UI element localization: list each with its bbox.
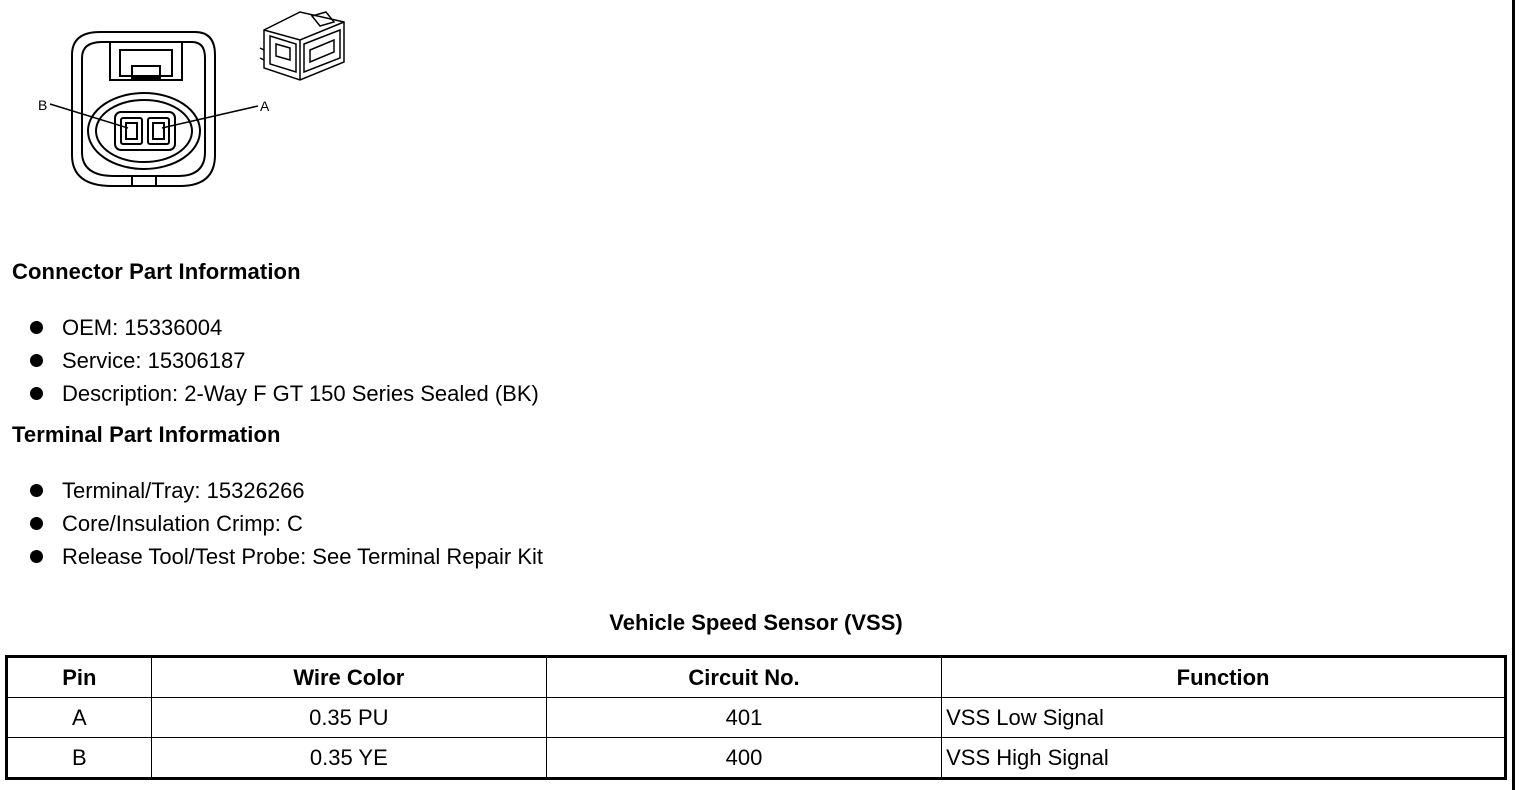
connector-3d-icon xyxy=(260,12,344,80)
list-item: OEM: 15336004 xyxy=(30,311,539,344)
list-item: Release Tool/Test Probe: See Terminal Repair Kit xyxy=(30,540,543,573)
cell-pin: B xyxy=(7,738,152,779)
table-row xyxy=(7,698,1506,738)
cell-circuit-no: 400 xyxy=(546,738,941,779)
cell-function: VSS Low Signal xyxy=(942,698,1506,738)
cell-circuit-no: 401 xyxy=(546,698,941,738)
connector-info-heading: Connector Part Information xyxy=(12,259,301,284)
bullet-icon xyxy=(30,484,43,497)
page-right-border xyxy=(1512,0,1515,790)
bullet-icon xyxy=(30,517,43,530)
pin-label-b: B xyxy=(38,97,48,113)
connector-diagram xyxy=(0,0,380,200)
connector-info-list xyxy=(30,311,539,410)
pin-label-a: A xyxy=(260,98,270,114)
table-row xyxy=(7,738,1506,779)
list-item: Service: 15306187 xyxy=(30,344,539,377)
list-item: Terminal/Tray: 15326266 xyxy=(30,474,543,507)
bullet-icon xyxy=(30,550,43,563)
header-wire-color: Wire Color xyxy=(151,657,546,698)
bullet-icon xyxy=(30,354,43,367)
cell-wire-color: 0.35 PU xyxy=(151,698,546,738)
header-circuit-no: Circuit No. xyxy=(546,657,941,698)
table-caption: Vehicle Speed Sensor (VSS) xyxy=(609,610,903,635)
header-function: Function xyxy=(942,657,1506,698)
table-header-row xyxy=(7,657,1506,698)
cell-function: VSS High Signal xyxy=(942,738,1506,779)
header-pin: Pin xyxy=(7,657,152,698)
pin-table xyxy=(5,655,1507,780)
bullet-icon xyxy=(30,387,43,400)
list-item: Description: 2-Way F GT 150 Series Sealed (BK) xyxy=(30,377,539,410)
terminal-info-list xyxy=(30,474,543,573)
bullet-icon xyxy=(30,321,43,334)
cell-wire-color: 0.35 YE xyxy=(151,738,546,779)
terminal-info-heading: Terminal Part Information xyxy=(12,422,281,447)
cell-pin: A xyxy=(7,698,152,738)
list-item: Core/Insulation Crimp: C xyxy=(30,507,543,540)
